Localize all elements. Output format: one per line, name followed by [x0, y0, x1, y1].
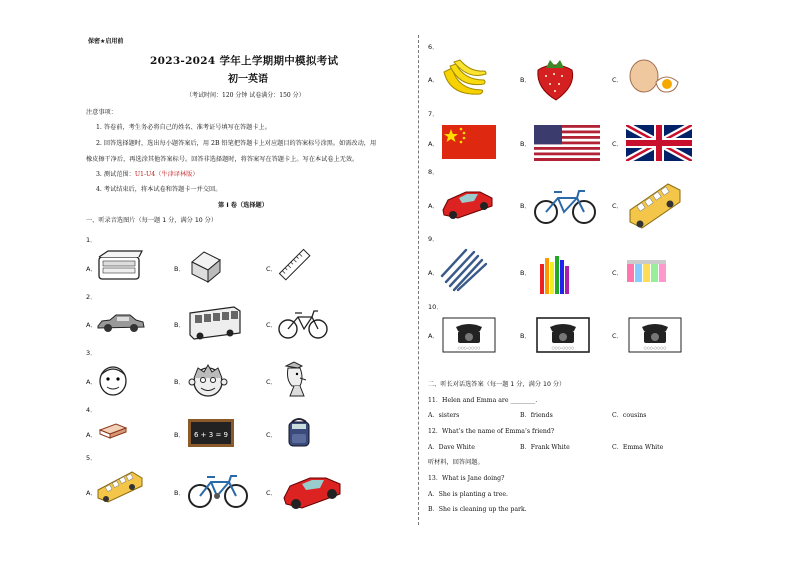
schoolbag-image[interactable]: [286, 416, 312, 448]
option-b-label: B．: [520, 202, 531, 210]
telephone-image[interactable]: [442, 317, 496, 353]
school-bus-image[interactable]: [628, 182, 682, 230]
option-b-label: B．: [520, 76, 531, 84]
question-number: 3．: [86, 349, 97, 357]
question-number: 5．: [86, 454, 97, 462]
red-car-image[interactable]: [280, 468, 344, 512]
option-c-label: C．: [612, 332, 624, 340]
column-divider: [418, 35, 419, 525]
colored-pencils-image[interactable]: [538, 248, 572, 296]
listen-instruction: 听材料，回答问题。: [428, 459, 484, 466]
phone-caption: ○○○-○○○○: [643, 346, 667, 350]
question-11: 11．Helen and Emma are ________.: [428, 397, 538, 404]
red-car-image[interactable]: [440, 184, 494, 222]
exam-info: （考试时间：120 分钟 试卷满分：150 分）: [186, 92, 305, 99]
pencil-case-image[interactable]: [96, 249, 144, 283]
option-a-label: A．: [428, 140, 439, 148]
usa-flag-image[interactable]: [534, 125, 600, 161]
option-c-label: C．: [266, 265, 278, 273]
note-2: 2. 回答选择题时，选出每小题答案后，用 2B 铅笔把答题卡上对应题目的答案标号涂黑。如需改动，用: [96, 140, 377, 147]
q11-option-b[interactable]: B．friends: [520, 412, 553, 419]
option-a-label: A．: [86, 265, 97, 273]
option-b-label: B．: [520, 269, 531, 277]
q13-option-b[interactable]: B．She is cleaning up the park.: [428, 506, 527, 513]
note-2-cont: 橡皮擦干净后，再选涂其他答案标号。回答非选择题时，将答案写在答题卡上。写在本试卷上无效。: [86, 156, 359, 163]
option-c-label: C．: [612, 269, 624, 277]
notes-heading: 注意事项：: [86, 109, 117, 116]
q11-option-c[interactable]: C．cousins: [612, 412, 647, 419]
option-a-label: A．: [86, 489, 97, 497]
part1-heading: 第 I 卷（选择题）: [218, 202, 268, 209]
question-number: 9．: [428, 235, 439, 243]
confidential-mark: 保密★启用前: [88, 38, 124, 45]
china-flag-image[interactable]: [442, 125, 496, 159]
option-a-label: A．: [86, 431, 97, 439]
chalkboard-equation: 6 + 3 = 9: [194, 431, 228, 439]
egg-image[interactable]: [626, 58, 682, 94]
note-3: 3. 测试范围：U1-U4（牛津译林版）: [96, 171, 199, 178]
phone-caption: ○○○-○○○○: [551, 346, 575, 350]
option-b-label: B．: [174, 431, 185, 439]
question-number: 6．: [428, 43, 439, 51]
question-12: 12．What’s the name of Emma’s friend?: [428, 428, 555, 435]
option-a-label: A．: [428, 269, 439, 277]
option-a-label: A．: [428, 202, 439, 210]
q12-option-a[interactable]: A．Dave White: [428, 444, 475, 451]
bicycle-image[interactable]: [278, 305, 328, 341]
option-b-label: B．: [520, 140, 531, 148]
option-c-label: C．: [612, 76, 624, 84]
exam-title: 2023-2024 学年上学期期中模拟考试: [150, 55, 339, 67]
part2-section: 二、听长对话选答案（每一题 1 分，满分 10 分）: [428, 381, 566, 388]
option-a-label: A．: [428, 332, 439, 340]
question-number: 1．: [86, 236, 97, 244]
bicycle-image[interactable]: [187, 472, 249, 510]
telephone-image[interactable]: [536, 317, 590, 353]
question-number: 7．: [428, 110, 439, 118]
old-man-image[interactable]: [280, 360, 310, 398]
option-b-label: B．: [174, 265, 185, 273]
pencils-image[interactable]: [440, 248, 488, 292]
strawberry-image[interactable]: [532, 58, 578, 102]
option-c-label: C．: [266, 378, 278, 386]
option-c-label: C．: [266, 431, 278, 439]
question-number: 2．: [86, 293, 97, 301]
question-13: 13．What is Jane doing?: [428, 475, 505, 482]
markers-image[interactable]: [626, 258, 668, 284]
option-c-label: C．: [266, 489, 278, 497]
q12-option-b[interactable]: B．Frank White: [520, 444, 570, 451]
option-c-label: C．: [612, 140, 624, 148]
bicycle-image[interactable]: [533, 186, 597, 226]
option-b-label: B．: [520, 332, 531, 340]
option-a-label: A．: [86, 378, 97, 386]
note-1: 1. 答卷前，考生务必将自己的姓名、准考证号填写在答题卡上。: [96, 124, 271, 131]
option-c-label: C．: [612, 202, 624, 210]
option-b-label: B．: [174, 321, 185, 329]
chalkboard-image[interactable]: [187, 418, 235, 448]
uk-flag-image[interactable]: [626, 125, 692, 161]
school-bus-image[interactable]: [96, 470, 144, 504]
option-b-label: B．: [174, 489, 185, 497]
car-image[interactable]: [96, 312, 146, 334]
telephone-image[interactable]: [628, 317, 682, 353]
eraser-image[interactable]: [188, 248, 224, 284]
bus-image[interactable]: [186, 305, 242, 341]
ruler-image[interactable]: [278, 248, 312, 282]
question-number: 8．: [428, 168, 439, 176]
boy-face-image[interactable]: [188, 362, 228, 398]
banana-image[interactable]: [440, 58, 488, 100]
q13-option-a[interactable]: A．She is planting a tree.: [428, 491, 509, 498]
test-scope: U1-U4（牛津译林版）: [134, 171, 199, 178]
q11-option-a[interactable]: A．sisters: [428, 412, 460, 419]
phone-caption: ○○○-○○○○: [457, 346, 481, 350]
option-a-label: A．: [428, 76, 439, 84]
note-4: 4. 考试结束后，将本试卷和答题卡一并交回。: [96, 186, 222, 193]
book-image[interactable]: [98, 422, 128, 440]
question-number: 4．: [86, 406, 97, 414]
face-image[interactable]: [96, 363, 130, 397]
option-b-label: B．: [174, 378, 185, 386]
question-number: 10．: [428, 303, 443, 311]
exam-subject: 初一英语: [228, 74, 268, 85]
part1-section: 一、听录音选图片（每一题 1 分，满分 10 分）: [86, 217, 218, 224]
option-c-label: C．: [266, 321, 278, 329]
q12-option-c[interactable]: C．Emma White: [612, 444, 664, 451]
option-a-label: A．: [86, 321, 97, 329]
